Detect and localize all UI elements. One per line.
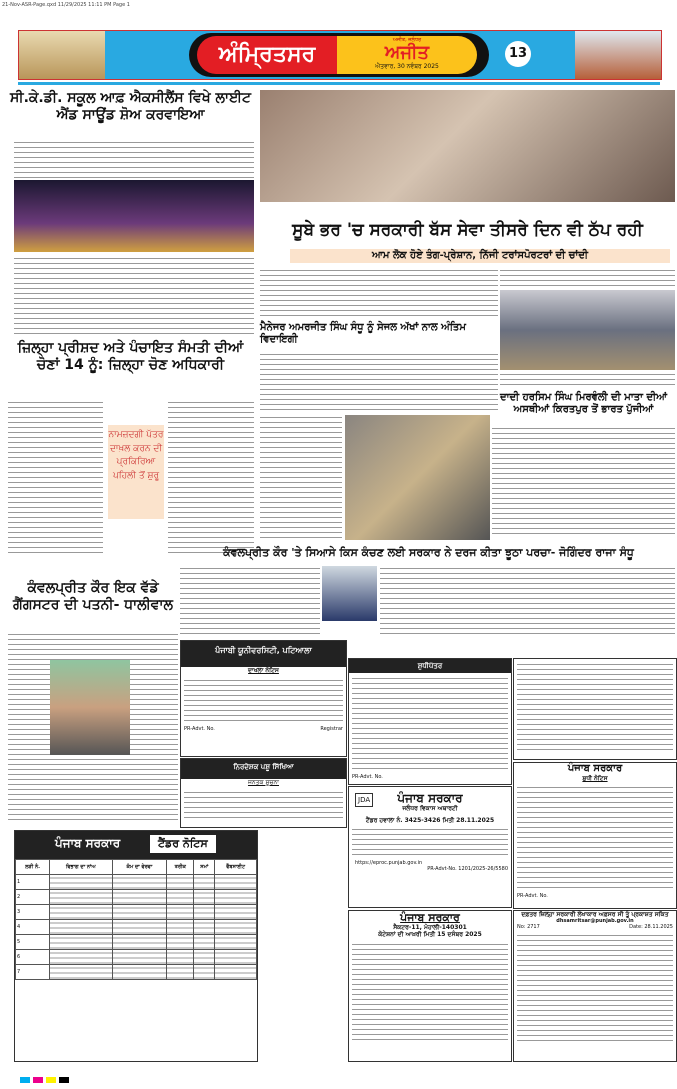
tender-cell: [194, 950, 215, 965]
pgovt2-title: ਪੰਜਾਬ ਸਰਕਾਰ: [567, 763, 623, 774]
dadi-caption: [500, 372, 675, 387]
tender-column-header: ਤਰੀਕ: [167, 860, 194, 875]
tender-cell: [167, 920, 194, 935]
jda-logo: JDA: [355, 793, 373, 807]
tender-cell: [50, 890, 112, 905]
tender-cell: [50, 875, 112, 890]
tender-cell: [50, 950, 112, 965]
tender-cell: [215, 905, 257, 920]
tender-column-header: ਵਿਭਾਗ ਦਾ ਨਾਂਅ: [50, 860, 112, 875]
tender-row-number: 1: [16, 875, 50, 890]
office-date: Date: 28.11.2025: [629, 924, 673, 931]
bus-subhead: ਆਮ ਲੋਕ ਹੋਏ ਤੰਗ-ਪ੍ਰੇਸ਼ਾਨ, ਨਿੱਜੀ ਟਰਾਂਸਪੋਰਟਰਾਂ ਦੀ ਚਾਂਦੀ: [290, 249, 670, 263]
tender-cell: [50, 905, 112, 920]
tender-cell: [112, 965, 167, 980]
tender-row-number: 7: [16, 965, 50, 980]
paper-name: ਅਜੀਤ: [384, 42, 430, 63]
tender-row-number: 6: [16, 950, 50, 965]
jda-title: ਪੰਜਾਬ ਸਰਕਾਰ: [397, 791, 463, 805]
kanwal-headline: ਕੰਵਲਪ੍ਰੀਤ ਕੌਰ ਇਕ ਵੱਡੇ ਗੈਂਗਸਟਰ ਦੀ ਪਤਨੀ- ਧਾਲੀਵਾਲ: [12, 580, 174, 613]
pu-registrar: Registrar: [320, 726, 343, 732]
tender-cell: [167, 905, 194, 920]
print-slug: 21-Nov-ASR-Page.qxd 11/29/2025 11:11 PM Page 1: [2, 2, 130, 8]
tender-row: [16, 920, 257, 935]
pgovt3-line: ਸੈਕਟਰ-11, ਮੋਹਾਲੀ-140301: [393, 924, 467, 932]
pgovt3-date: ਕੋਟੇਸ਼ਨਾਂ ਦੀ ਆਖ਼ਰੀ ਮਿਤੀ 15 ਦਸੰਬਰ 2025: [378, 931, 482, 939]
manager-body-2: [260, 415, 342, 540]
corrigendum-advt: PR-Advt. No.: [352, 774, 383, 780]
election-body-2: [168, 400, 254, 555]
tender-cell: [194, 890, 215, 905]
tender-title: ਪੰਜਾਬ ਸਰਕਾਰ: [55, 836, 121, 850]
pu-ad: [180, 640, 347, 757]
golden-temple-image: [19, 31, 105, 79]
tender-row-number: 2: [16, 890, 50, 905]
tender-row: [16, 890, 257, 905]
dadi-photo: [500, 290, 675, 370]
pu-title: ਪੰਜਾਬੀ ਯੂਨੀਵਰਸਿਟੀ, ਪਟਿਆਲਾ: [181, 641, 346, 667]
edu-title: ਨਿਰਦੇਸ਼ਕ ਪਸ਼ੂ ਸਿੱਖਿਆ: [181, 759, 346, 779]
tender-cell: [194, 935, 215, 950]
pgovt3-title: ਪੰਜਾਬ ਸਰਕਾਰ: [400, 911, 460, 924]
page-number: 13: [505, 41, 531, 67]
tender-cell: [167, 875, 194, 890]
tender-column-header: ਸਮਾਂ: [194, 860, 215, 875]
tender-row: [16, 875, 257, 890]
tender-cell: [112, 890, 167, 905]
tender-notice: [14, 830, 258, 1062]
tender-cell: [215, 890, 257, 905]
school-body: [14, 140, 254, 178]
tender-row-number: 5: [16, 935, 50, 950]
office-email: dhsamritsar@punjab.gov.in: [556, 918, 634, 925]
kanwal2-body: [180, 566, 320, 638]
kanwal2-body-2: [380, 566, 675, 638]
tender-row-number: 3: [16, 905, 50, 920]
office-title: ਦਫ਼ਤਰ ਜ਼ਿਲ੍ਹਾ ਸਰਕਾਰੀ ਲੇਖਾਕਾਰ ਅਫ਼ਸਰ ਸੀ ਤੂੰ ਪ੍ਰਕਾਸ਼ਤ ਸਕਿਤ: [521, 911, 669, 918]
jda-line: ਟੈਂਡਰ ਹਵਾਲਾ ਨੰ. 3425-3426 ਮਿਤੀ 28.11.2025: [365, 816, 495, 824]
tender-cell: [167, 935, 194, 950]
tender-header: [15, 831, 257, 859]
bus-stand-photo: [260, 90, 675, 202]
jda-ad: [348, 786, 512, 908]
bus-body-2: [500, 268, 675, 286]
tender-row: [16, 965, 257, 980]
office-no: No: 2717: [517, 924, 540, 931]
tender-cell: [215, 920, 257, 935]
print-footer: [0, 1072, 677, 1089]
dadi-body: [492, 426, 675, 538]
tender-cell: [167, 965, 194, 980]
dadi-headline: ਦਾਦੀ ਹਰਸਿਮ ਸਿੰਘ ਮਿਰਵੰਲੀ ਦੀ ਮਾਤਾ ਦੀਆਂ ਅਸਥੀਆਂ ਕਿਰਤਪੁਰ ਤੋਂ ਭਾਰਤ ਪੁੱਜੀਆਂ: [499, 392, 668, 415]
portrait-photo: [322, 566, 377, 621]
manager-body: [260, 352, 498, 410]
tender-cell: [167, 890, 194, 905]
school-body-2: [14, 256, 254, 334]
tender-cell: [50, 935, 112, 950]
pgovt3-ad: [348, 910, 512, 1062]
election-pullquote: ਨਾਮਜ਼ਦਗੀ ਪੱਤਰ ਦਾਖ਼ਲ ਕਰਨ ਦੀ ਪ੍ਰਕਿਰਿਆ ਪਹਿਲੀ ਤੋਂ ਸ਼ੁਰੂ: [108, 425, 164, 519]
tender-cell: [112, 935, 167, 950]
edu-notice: ਜਨਤਕ ਸੂਚਨਾ: [247, 779, 279, 786]
jda-portal[interactable]: https://eproc.punjab.gov.in: [355, 859, 423, 866]
pgovt2-ad: [513, 762, 677, 909]
issue-date: ਐਤਵਾਰ, 30 ਨਵੰਬਰ 2025: [375, 63, 439, 70]
jda-sub: ਜਲੰਧਰ ਵਿਕਾਸ ਅਥਾਰਟੀ: [402, 805, 458, 813]
kanwal2-headline: ਕੰਵਲਪ੍ਰੀਤ ਕੌਰ 'ਤੇ ਸਿਆਸੇ ਕਿਸ ਕੰਚਣ ਲਈ ਸਰਕਾਰ ਨੇ ਦਰਜ ਕੀਤਾ ਝੂਠਾ ਪਰਚਾ- ਜੋਗਿੰਦਰ ਰਾਜਾ ਸੰਧੂ: [223, 546, 634, 559]
funeral-photo: [345, 415, 490, 540]
tender-badge: ਟੈਂਡਰ ਨੋਟਿਸ: [150, 835, 216, 853]
tender-cell: [194, 875, 215, 890]
tender-cell: [215, 935, 257, 950]
manager-headline: ਮੈਨੇਜਰ ਅਮਰਜੀਤ ਸਿੰਘ ਸੰਧੂ ਨੂੰ ਸੇਜਲ ਅੱਖਾਂ ਨਾਲ ਅੰਤਿਮ ਵਿਦਾਇਗੀ: [260, 322, 466, 345]
edu-ad: [180, 758, 347, 828]
office-ad: [513, 910, 677, 1062]
notice-ad: [513, 658, 677, 760]
school-photo: [14, 180, 254, 252]
election-body: [8, 400, 103, 555]
tender-cell: [194, 920, 215, 935]
masthead-logo: [189, 33, 489, 77]
tender-column-header: ਵੈੱਬਸਾਈਟ: [215, 860, 257, 875]
school-headline: ਸੀ.ਕੇ.ਡੀ. ਸਕੂਲ ਆਫ਼ ਐਕਸੀਲੈਂਸ ਵਿਖੇ ਲਾਈਟ ਐਂਡ ਸਾਊਂਡ ਸ਼ੋਅ ਕਰਵਾਇਆ: [10, 90, 251, 123]
tender-row-number: 4: [16, 920, 50, 935]
pgovt2-advt: PR-Advt. No.: [517, 893, 548, 900]
bus-headline: ਸੂਬੇ ਭਰ 'ਚ ਸਰਕਾਰੀ ਬੱਸ ਸੇਵਾ ਤੀਸਰੇ ਦਿਨ ਵੀ ਠੱਪ ਰਹੀ: [292, 220, 643, 240]
tender-cell: [50, 965, 112, 980]
pgovt2-sub: ਸ਼ੁਧੀ ਨੋਟਿਸ: [582, 775, 608, 782]
pu-notice: ਦਾਖਲਾ ਨੋਟਿਸ: [248, 667, 279, 674]
election-headline: ਜ਼ਿਲ੍ਹਾ ਪ੍ਰੀਸ਼ਦ ਅਤੇ ਪੰਚਾਇਤ ਸੰਮਤੀ ਦੀਆਂ ਚੋਣਾਂ 14 ਨੂੰ: ਜ਼ਿਲ੍ਹਾ ਚੋਣ ਅਧਿਕਾਰੀ: [17, 340, 244, 373]
dhaliwal-photo: [50, 660, 130, 755]
edition-label: ਅਜੀਤ, ਜਲੰਧਰ: [392, 37, 422, 43]
tender-cell: [215, 965, 257, 980]
jallianwala-memorial-image: [575, 31, 661, 79]
city-name: ਅੰਮ੍ਰਿਤਸਰ: [197, 36, 337, 74]
pu-advt: PR-Advt. No.: [184, 726, 215, 732]
tender-cell: [112, 950, 167, 965]
tender-cell: [50, 920, 112, 935]
tender-table: [15, 859, 257, 980]
tender-row: [16, 905, 257, 920]
tender-cell: [112, 920, 167, 935]
masthead: [18, 30, 662, 80]
tender-row: [16, 935, 257, 950]
tender-cell: [215, 875, 257, 890]
tender-column-header: ਲੜੀ ਨੰ.: [16, 860, 50, 875]
masthead-rule: [18, 82, 660, 85]
bus-body: [260, 268, 498, 318]
tender-cell: [167, 950, 194, 965]
tender-cell: [112, 875, 167, 890]
tender-row: [16, 950, 257, 965]
corrigendum-ad: [348, 658, 512, 785]
tender-cell: [194, 905, 215, 920]
jda-advt: PR-Advt-No. 1201/2025-26/5580: [427, 865, 508, 872]
corrigendum-title: ਸ਼ੁਧੀਪੱਤਰ: [349, 659, 511, 673]
tender-column-header: ਕੰਮ ਦਾ ਵੇਰਵਾ: [112, 860, 167, 875]
tender-cell: [194, 965, 215, 980]
tender-cell: [112, 905, 167, 920]
tender-cell: [215, 950, 257, 965]
